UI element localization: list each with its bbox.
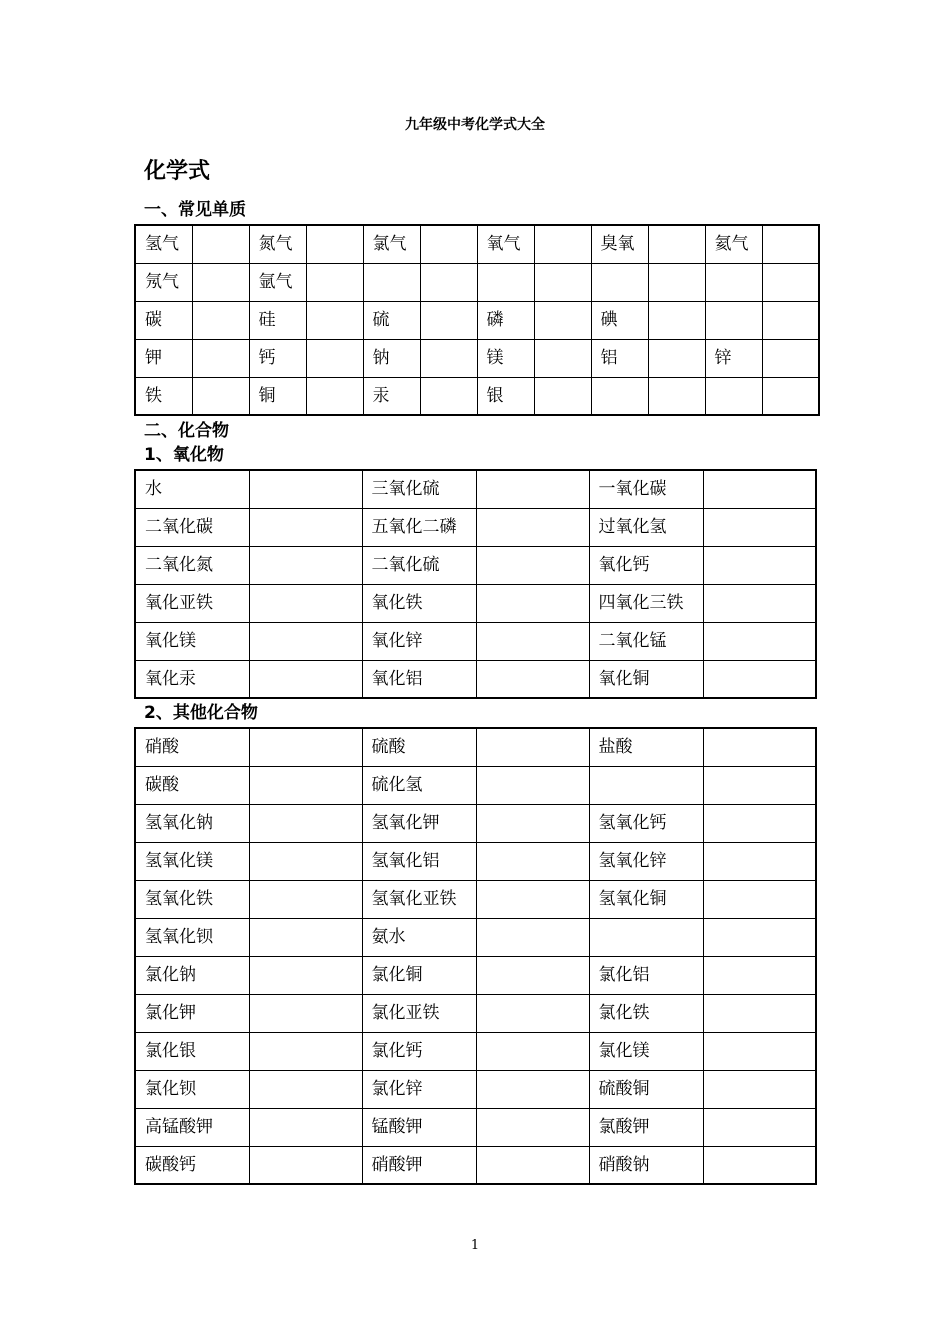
- substance-name-cell: [591, 377, 648, 415]
- substance-name-cell: 碳: [135, 301, 192, 339]
- substance-name-cell: 钾: [135, 339, 192, 377]
- elements-table: [134, 224, 820, 416]
- table-row: [135, 728, 816, 766]
- formula-blank-cell: [476, 508, 589, 546]
- formula-blank-cell: [648, 225, 705, 263]
- formula-blank-cell: [476, 766, 589, 804]
- substance-name-cell: 氯化钠: [135, 956, 249, 994]
- formula-blank-cell: [703, 1108, 816, 1146]
- substance-name-cell: 镁: [477, 339, 534, 377]
- table-row: [135, 1108, 816, 1146]
- formula-blank-cell: [762, 225, 819, 263]
- formula-blank-cell: [249, 660, 362, 698]
- table-row: [135, 546, 816, 584]
- formula-blank-cell: [648, 339, 705, 377]
- formula-blank-cell: [762, 301, 819, 339]
- substance-name-cell: 锰酸钾: [362, 1108, 476, 1146]
- formula-blank-cell: [192, 301, 249, 339]
- formula-blank-cell: [476, 994, 589, 1032]
- table-row: [135, 1146, 816, 1184]
- substance-name-cell: 氯气: [363, 225, 420, 263]
- table-row: [135, 994, 816, 1032]
- substance-name-cell: 磷: [477, 301, 534, 339]
- formula-blank-cell: [420, 377, 477, 415]
- formula-blank-cell: [476, 470, 589, 508]
- formula-blank-cell: [703, 842, 816, 880]
- formula-blank-cell: [249, 1108, 362, 1146]
- oxides-table: [134, 469, 817, 699]
- formula-blank-cell: [476, 1032, 589, 1070]
- formula-blank-cell: [249, 1146, 362, 1184]
- formula-blank-cell: [249, 842, 362, 880]
- substance-name-cell: 四氧化三铁: [589, 584, 703, 622]
- formula-blank-cell: [703, 804, 816, 842]
- substance-name-cell: 碘: [591, 301, 648, 339]
- formula-blank-cell: [249, 546, 362, 584]
- substance-name-cell: 氢氧化钾: [362, 804, 476, 842]
- formula-blank-cell: [476, 880, 589, 918]
- substance-name-cell: 氢氧化钙: [589, 804, 703, 842]
- substance-name-cell: 氢氧化铝: [362, 842, 476, 880]
- substance-name-cell: 三氧化硫: [362, 470, 476, 508]
- formula-blank-cell: [249, 1070, 362, 1108]
- substance-name-cell: 钙: [249, 339, 306, 377]
- substance-name-cell: 氯化钙: [362, 1032, 476, 1070]
- formula-blank-cell: [249, 918, 362, 956]
- formula-blank-cell: [249, 880, 362, 918]
- formula-blank-cell: [192, 263, 249, 301]
- table-row: [135, 842, 816, 880]
- substance-name-cell: 氢氧化铜: [589, 880, 703, 918]
- substance-name-cell: 氧化钙: [589, 546, 703, 584]
- formula-blank-cell: [703, 1146, 816, 1184]
- section-heading-other-compounds: 2、其他化合物: [144, 703, 258, 723]
- table-row: [135, 1070, 816, 1108]
- formula-blank-cell: [192, 339, 249, 377]
- formula-blank-cell: [703, 918, 816, 956]
- formula-blank-cell: [249, 1032, 362, 1070]
- formula-blank-cell: [703, 584, 816, 622]
- document-title: 九年级中考化学式大全: [405, 117, 545, 133]
- substance-name-cell: 硫酸: [362, 728, 476, 766]
- formula-blank-cell: [249, 956, 362, 994]
- formula-blank-cell: [476, 918, 589, 956]
- substance-name-cell: 二氧化锰: [589, 622, 703, 660]
- substance-name-cell: 铁: [135, 377, 192, 415]
- table-row: [135, 225, 819, 263]
- substance-name-cell: 汞: [363, 377, 420, 415]
- formula-blank-cell: [476, 956, 589, 994]
- page-number: 1: [470, 1238, 480, 1253]
- formula-blank-cell: [306, 225, 363, 263]
- substance-name-cell: 硫化氢: [362, 766, 476, 804]
- table-row: [135, 377, 819, 415]
- formula-blank-cell: [249, 508, 362, 546]
- substance-name-cell: [591, 263, 648, 301]
- substance-name-cell: 氯化亚铁: [362, 994, 476, 1032]
- formula-blank-cell: [476, 804, 589, 842]
- formula-blank-cell: [476, 1108, 589, 1146]
- substance-name-cell: 氦气: [705, 225, 762, 263]
- substance-name-cell: 氧化亚铁: [135, 584, 249, 622]
- substance-name-cell: 硫: [363, 301, 420, 339]
- substance-name-cell: 二氧化碳: [135, 508, 249, 546]
- substance-name-cell: 氯化镁: [589, 1032, 703, 1070]
- substance-name-cell: 硅: [249, 301, 306, 339]
- substance-name-cell: 氢氧化钡: [135, 918, 249, 956]
- table-row: [135, 301, 819, 339]
- substance-name-cell: 氨水: [362, 918, 476, 956]
- substance-name-cell: 氢气: [135, 225, 192, 263]
- formula-blank-cell: [703, 994, 816, 1032]
- substance-name-cell: 氧化镁: [135, 622, 249, 660]
- substance-name-cell: 钠: [363, 339, 420, 377]
- formula-blank-cell: [476, 842, 589, 880]
- substance-name-cell: 氯化锌: [362, 1070, 476, 1108]
- substance-name-cell: 银: [477, 377, 534, 415]
- substance-name-cell: 氢氧化钠: [135, 804, 249, 842]
- table-row: [135, 804, 816, 842]
- substance-name-cell: 氧化铝: [362, 660, 476, 698]
- formula-blank-cell: [703, 622, 816, 660]
- substance-name-cell: 氯化铜: [362, 956, 476, 994]
- substance-name-cell: 过氧化氢: [589, 508, 703, 546]
- table-row: [135, 508, 816, 546]
- substance-name-cell: 氢氧化锌: [589, 842, 703, 880]
- table-row: [135, 1032, 816, 1070]
- formula-blank-cell: [249, 766, 362, 804]
- formula-blank-cell: [648, 263, 705, 301]
- formula-blank-cell: [249, 622, 362, 660]
- substance-name-cell: 碳酸钙: [135, 1146, 249, 1184]
- table-row: [135, 918, 816, 956]
- formula-blank-cell: [762, 339, 819, 377]
- formula-blank-cell: [192, 377, 249, 415]
- substance-name-cell: 碳酸: [135, 766, 249, 804]
- formula-blank-cell: [420, 339, 477, 377]
- substance-name-cell: 氯化钾: [135, 994, 249, 1032]
- formula-blank-cell: [476, 1146, 589, 1184]
- substance-name-cell: 盐酸: [589, 728, 703, 766]
- substance-name-cell: [589, 766, 703, 804]
- substance-name-cell: 五氧化二磷: [362, 508, 476, 546]
- substance-name-cell: 一氧化碳: [589, 470, 703, 508]
- formula-blank-cell: [476, 728, 589, 766]
- substance-name-cell: [705, 301, 762, 339]
- substance-name-cell: 铜: [249, 377, 306, 415]
- main-heading: 化学式: [144, 159, 211, 184]
- formula-blank-cell: [703, 1032, 816, 1070]
- formula-blank-cell: [192, 225, 249, 263]
- substance-name-cell: 高锰酸钾: [135, 1108, 249, 1146]
- formula-blank-cell: [534, 301, 591, 339]
- substance-name-cell: 氧化锌: [362, 622, 476, 660]
- formula-blank-cell: [476, 622, 589, 660]
- formula-blank-cell: [420, 301, 477, 339]
- formula-blank-cell: [306, 263, 363, 301]
- substance-name-cell: 氯化银: [135, 1032, 249, 1070]
- table-row: [135, 584, 816, 622]
- formula-blank-cell: [249, 804, 362, 842]
- other-compounds-table: [134, 727, 817, 1185]
- section-heading-oxides: 1、氧化物: [144, 445, 224, 465]
- formula-blank-cell: [534, 377, 591, 415]
- substance-name-cell: 氩气: [249, 263, 306, 301]
- formula-blank-cell: [420, 263, 477, 301]
- substance-name-cell: 氧气: [477, 225, 534, 263]
- substance-name-cell: 氯化铝: [589, 956, 703, 994]
- substance-name-cell: 铝: [591, 339, 648, 377]
- table-row: [135, 622, 816, 660]
- substance-name-cell: [705, 263, 762, 301]
- table-row: [135, 956, 816, 994]
- substance-name-cell: 硝酸: [135, 728, 249, 766]
- substance-name-cell: 氢氧化亚铁: [362, 880, 476, 918]
- table-row: [135, 263, 819, 301]
- formula-blank-cell: [249, 470, 362, 508]
- substance-name-cell: 硫酸铜: [589, 1070, 703, 1108]
- substance-name-cell: 氧化铜: [589, 660, 703, 698]
- substance-name-cell: 氢氧化镁: [135, 842, 249, 880]
- substance-name-cell: 氯化铁: [589, 994, 703, 1032]
- formula-blank-cell: [306, 339, 363, 377]
- substance-name-cell: 锌: [705, 339, 762, 377]
- substance-name-cell: [705, 377, 762, 415]
- formula-blank-cell: [703, 470, 816, 508]
- formula-blank-cell: [534, 263, 591, 301]
- formula-blank-cell: [703, 508, 816, 546]
- formula-blank-cell: [762, 377, 819, 415]
- substance-name-cell: 氯酸钾: [589, 1108, 703, 1146]
- formula-blank-cell: [476, 1070, 589, 1108]
- substance-name-cell: 二氧化硫: [362, 546, 476, 584]
- formula-blank-cell: [703, 728, 816, 766]
- substance-name-cell: [477, 263, 534, 301]
- substance-name-cell: 氧化铁: [362, 584, 476, 622]
- formula-blank-cell: [703, 880, 816, 918]
- table-row: [135, 660, 816, 698]
- formula-blank-cell: [476, 584, 589, 622]
- table-row: [135, 766, 816, 804]
- substance-name-cell: 臭氧: [591, 225, 648, 263]
- table-row: [135, 470, 816, 508]
- substance-name-cell: 硝酸钠: [589, 1146, 703, 1184]
- substance-name-cell: 氢氧化铁: [135, 880, 249, 918]
- formula-blank-cell: [476, 546, 589, 584]
- substance-name-cell: 水: [135, 470, 249, 508]
- substance-name-cell: [589, 918, 703, 956]
- section-heading-compounds: 二、化合物: [144, 421, 229, 441]
- formula-blank-cell: [534, 225, 591, 263]
- table-row: [135, 339, 819, 377]
- section-heading-elements: 一、常见单质: [144, 200, 246, 220]
- formula-blank-cell: [648, 377, 705, 415]
- formula-blank-cell: [703, 766, 816, 804]
- substance-name-cell: 氮气: [249, 225, 306, 263]
- formula-blank-cell: [648, 301, 705, 339]
- substance-name-cell: 二氧化氮: [135, 546, 249, 584]
- substance-name-cell: 硝酸钾: [362, 1146, 476, 1184]
- formula-blank-cell: [703, 546, 816, 584]
- substance-name-cell: 氯化钡: [135, 1070, 249, 1108]
- formula-blank-cell: [534, 339, 591, 377]
- substance-name-cell: [363, 263, 420, 301]
- formula-blank-cell: [420, 225, 477, 263]
- substance-name-cell: 氖气: [135, 263, 192, 301]
- formula-blank-cell: [476, 660, 589, 698]
- formula-blank-cell: [249, 994, 362, 1032]
- formula-blank-cell: [306, 301, 363, 339]
- formula-blank-cell: [762, 263, 819, 301]
- formula-blank-cell: [703, 1070, 816, 1108]
- formula-blank-cell: [249, 728, 362, 766]
- formula-blank-cell: [249, 584, 362, 622]
- formula-blank-cell: [703, 956, 816, 994]
- formula-blank-cell: [306, 377, 363, 415]
- table-row: [135, 880, 816, 918]
- formula-blank-cell: [703, 660, 816, 698]
- substance-name-cell: 氧化汞: [135, 660, 249, 698]
